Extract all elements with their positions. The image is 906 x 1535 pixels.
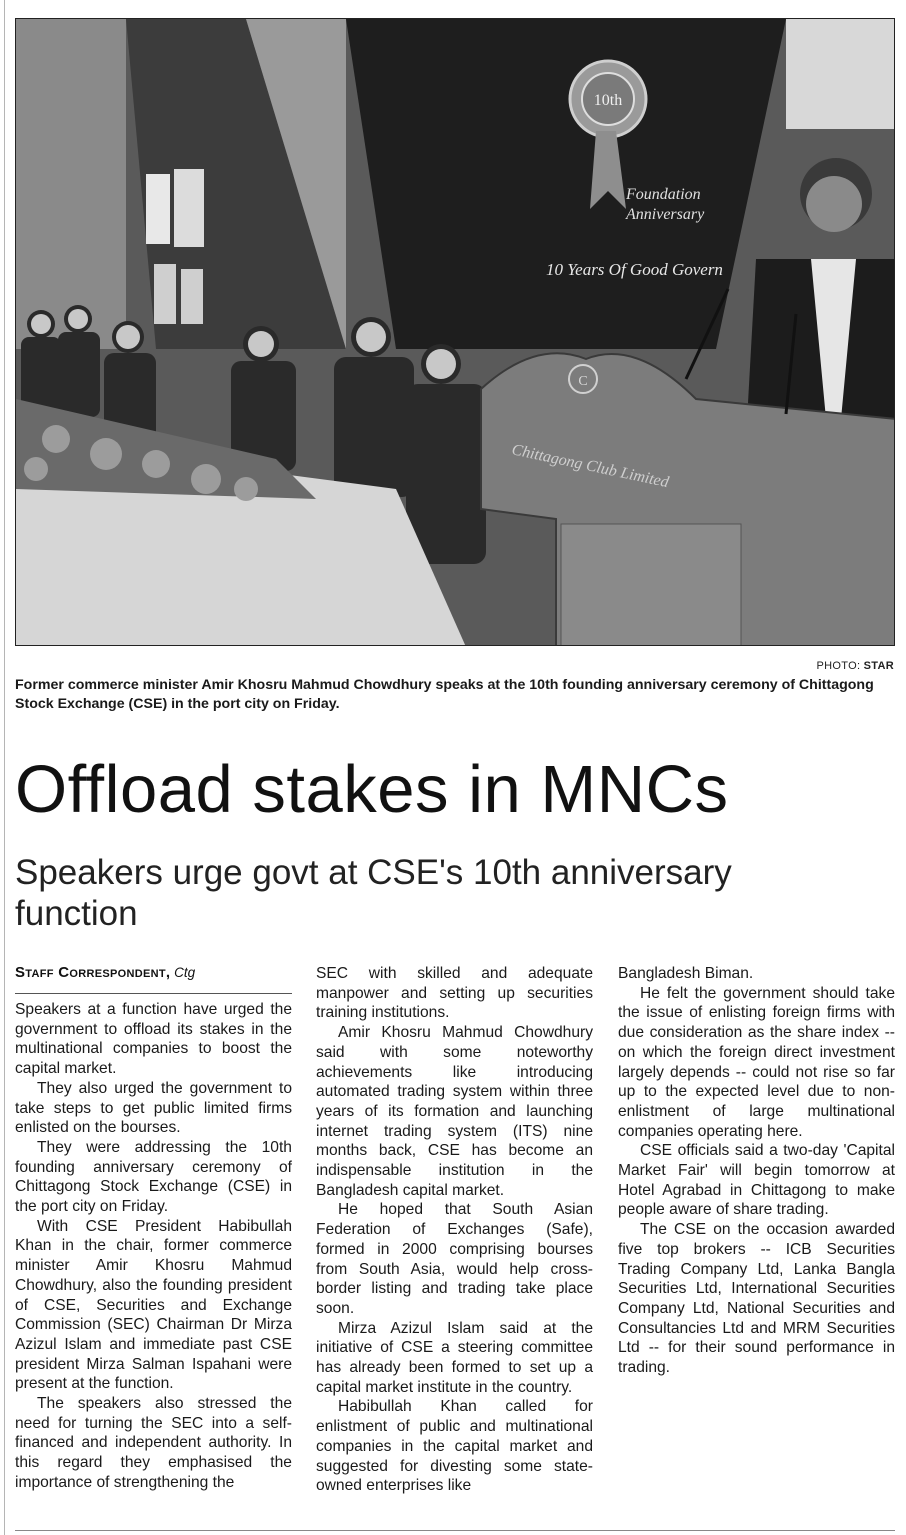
- podium-logo: C: [578, 374, 588, 389]
- banner-line2: Anniversary: [626, 206, 705, 223]
- left-column-rule: [4, 0, 5, 1535]
- article-column-2: [316, 964, 593, 1496]
- photo-illustration: [16, 19, 895, 646]
- paragraph: They also urged the government to take steps to get public limited firms enlisted on the bourses.: [15, 1079, 292, 1137]
- podium-text: Chittagong Club Limited: [510, 441, 671, 492]
- paragraph: Mirza Azizul Islam said at the initiative of CSE a steering committee has already been formed to set up a capital market institute in the country.: [316, 1319, 593, 1396]
- bottom-rule: [15, 1530, 895, 1531]
- subheadline: Speakers urge govt at CSE's 10th anniversary function: [15, 853, 732, 933]
- byline-name: Staff Correspondent,: [15, 964, 171, 981]
- byline-rule: [15, 993, 292, 994]
- paragraph: Speakers at a function have urged the government to offload its stakes in the multinational companies to boost the capital market.: [15, 1001, 292, 1078]
- banner-number: 10th: [593, 92, 623, 109]
- paragraph: The CSE on the occasion awarded five top brokers -- ICB Securities Trading Company Ltd, Lanka Bangla Securities Ltd, International Securities Company Ltd, National Securities and Consultancies Ltd and MRM Securities Ltd -- for their sound performance in trading.: [618, 1221, 895, 1377]
- paragraph: The speakers also stressed the need for turning the SEC into a self-financed and independent authority. In this regard they emphasised the importance of strengthening the: [15, 1395, 292, 1491]
- paragraph: Amir Khosru Mahmud Chowdhury said with some noteworthy achievements like introducing automated trading system within three years of its formation and launching internet trading system (ITS) nine months back, CSE has become an indispensable institution in the Bangladesh capital market.: [316, 1024, 593, 1199]
- photo-credit-source: STAR: [863, 660, 894, 672]
- byline: [15, 964, 195, 982]
- paragraph: They were addressing the 10th founding anniversary ceremony of Chittagong Stock Exchange (CSE) in the port city on Friday.: [15, 1138, 292, 1216]
- banner-line3: 10 Years Of Good Govern: [546, 260, 723, 279]
- paragraph: He hoped that South Asian Federation of Exchanges (Safe), formed in 2000 comprising bourses from South Asia, would help cross-border listing and trading take place soon.: [316, 1201, 593, 1317]
- headline: Offload stakes in MNCs: [15, 752, 729, 827]
- photo-credit: [817, 660, 894, 672]
- article-column-3: [618, 964, 895, 1378]
- paragraph: Bangladesh Biman.: [618, 965, 754, 982]
- paragraph: CSE officials said a two-day 'Capital Market Fair' will begin tomorrow at Hotel Agrabad in Chittagong to make people aware of share trading.: [618, 1142, 895, 1219]
- photo-caption: Former commerce minister Amir Khosru Mahmud Chowdhury speaks at the 10th founding anniversary ceremony of Chittagong Stock Exchange (CSE) in the port city on Friday.: [15, 677, 874, 712]
- news-photo: [15, 18, 895, 646]
- paragraph: SEC with skilled and adequate manpower and setting up securities training institutions.: [316, 965, 593, 1022]
- article-column-1: [15, 1000, 292, 1493]
- paragraph: Habibullah Khan called for enlistment of public and multinational companies in the capital market and suggested for divesting some state-owned enterprises like: [316, 1398, 593, 1495]
- paragraph: He felt the government should take the issue of enlisting foreign firms with due consideration as the share index -- on which the foreign direct investment largely depends -- could not rise so far up to the expected level due to non-enlistment of large multinational companies operating here.: [618, 984, 895, 1140]
- banner-line1: Foundation: [626, 186, 701, 203]
- photo-credit-label: PHOTO:: [816, 660, 861, 672]
- byline-location: Ctg: [174, 965, 196, 980]
- paragraph: With CSE President Habibullah Khan in the chair, former commerce minister Amir Khosru Mahmud Chowdhury, also the founding president of CSE, Securities and Exchange Commission (SEC) Chairman Dr Mirza Azizul Islam and immediate past CSE president Mirza Salman Ispahani were present at the function.: [15, 1217, 292, 1393]
